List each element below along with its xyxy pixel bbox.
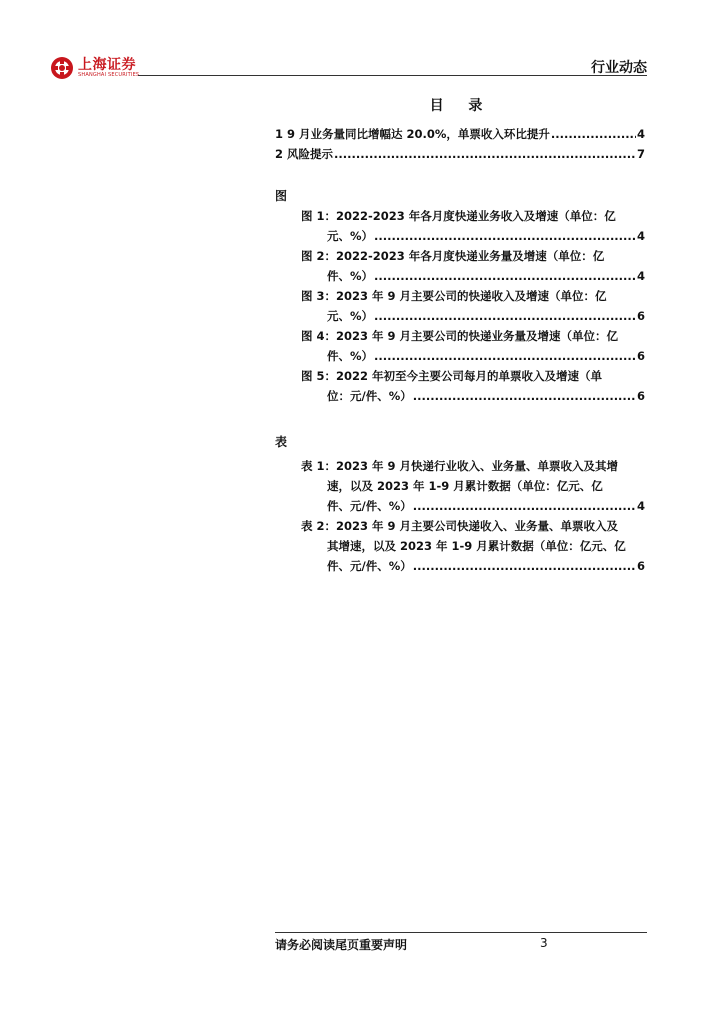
table-entry[interactable] — [275, 456, 645, 516]
leader-dots — [413, 496, 636, 516]
tables-heading: 表 — [275, 435, 288, 449]
table-of-contents — [275, 124, 645, 576]
figure-entry-page: 6 — [636, 309, 645, 323]
toc-entry-label: 1 9 月业务量同比增幅达 20.0%，单票收入环比提升 — [275, 127, 550, 141]
toc-entry[interactable] — [275, 124, 645, 144]
table-entry-page: 6 — [636, 559, 645, 573]
table-entry-label: 表 1：2023 年 9 月快递行业收入、业务量、单票收入及其增 — [301, 459, 619, 473]
page-header — [50, 52, 647, 80]
leader-dots — [334, 144, 636, 164]
logo — [50, 56, 139, 80]
leader-dots — [413, 386, 636, 406]
toc-title: 目 录 — [429, 98, 493, 114]
figure-entry[interactable] — [275, 366, 645, 406]
figure-entry[interactable] — [275, 326, 645, 366]
logo-english-text: SHANGHAI SECURITIES — [78, 71, 140, 78]
toc-entry-page: 4 — [636, 127, 645, 141]
table-entry[interactable] — [275, 516, 645, 576]
figure-entry-label: 图 5：2022 年初至今主要公司每月的单票收入及增速（单 — [301, 369, 603, 383]
figure-entry-label-cont: 位：元/件、%） — [327, 389, 412, 403]
page-footer — [275, 932, 647, 952]
figure-entry[interactable] — [275, 286, 645, 326]
figure-entry-label: 图 4：2023 年 9 月主要公司的快递业务量及增速（单位：亿 — [301, 329, 619, 343]
leader-dots — [413, 556, 636, 576]
toc-entry-page: 7 — [636, 147, 645, 161]
table-entry-label-cont: 件、元/件、%） — [327, 499, 412, 513]
table-entry-label-cont: 速，以及 2023 年 1-9 月累计数据（单位：亿元、亿 — [327, 479, 603, 493]
figure-entry-label: 图 1：2022-2023 年各月度快递业务收入及增速（单位：亿 — [301, 209, 616, 223]
figures-heading: 图 — [275, 189, 288, 203]
figure-entry-page: 4 — [636, 229, 645, 243]
figure-entry-label: 图 2：2022-2023 年各月度快递业务量及增速（单位：亿 — [301, 249, 605, 263]
footer-disclaimer: 请务必阅读尾页重要声明 — [275, 938, 408, 952]
figure-entry-label: 图 3：2023 年 9 月主要公司的快递收入及增速（单位：亿 — [301, 289, 607, 303]
figure-entry[interactable] — [275, 206, 645, 246]
leader-dots — [551, 124, 636, 144]
figure-entry-page: 6 — [636, 389, 645, 403]
leader-dots — [374, 226, 636, 246]
figure-entry[interactable] — [275, 246, 645, 286]
table-entry-label-cont: 其增速，以及 2023 年 1-9 月累计数据（单位：亿元、亿 — [327, 539, 626, 553]
table-entry-label-cont: 件、元/件、%） — [327, 559, 412, 573]
header-rule — [138, 75, 647, 76]
table-entry-page: 4 — [636, 499, 645, 513]
logo-chinese-text: 上海证券 — [78, 56, 136, 73]
figure-entry-page: 6 — [636, 349, 645, 363]
toc-entry[interactable] — [275, 144, 645, 164]
figure-entry-label-cont: 件、%） — [327, 269, 374, 283]
figure-entry-label-cont: 元、%） — [327, 229, 374, 243]
report-category: 行业动态 — [591, 60, 647, 76]
figure-entry-label-cont: 件、%） — [327, 349, 374, 363]
leader-dots — [374, 306, 636, 326]
toc-entry-label: 2 风险提示 — [275, 147, 334, 161]
figure-entry-label-cont: 元、%） — [327, 309, 374, 323]
leader-dots — [374, 266, 636, 286]
page-number: 3 — [540, 936, 548, 950]
table-entry-label: 表 2：2023 年 9 月主要公司快递收入、业务量、单票收入及 — [301, 519, 619, 533]
leader-dots — [374, 346, 636, 366]
figure-entry-page: 4 — [636, 269, 645, 283]
logo-icon — [50, 56, 74, 80]
